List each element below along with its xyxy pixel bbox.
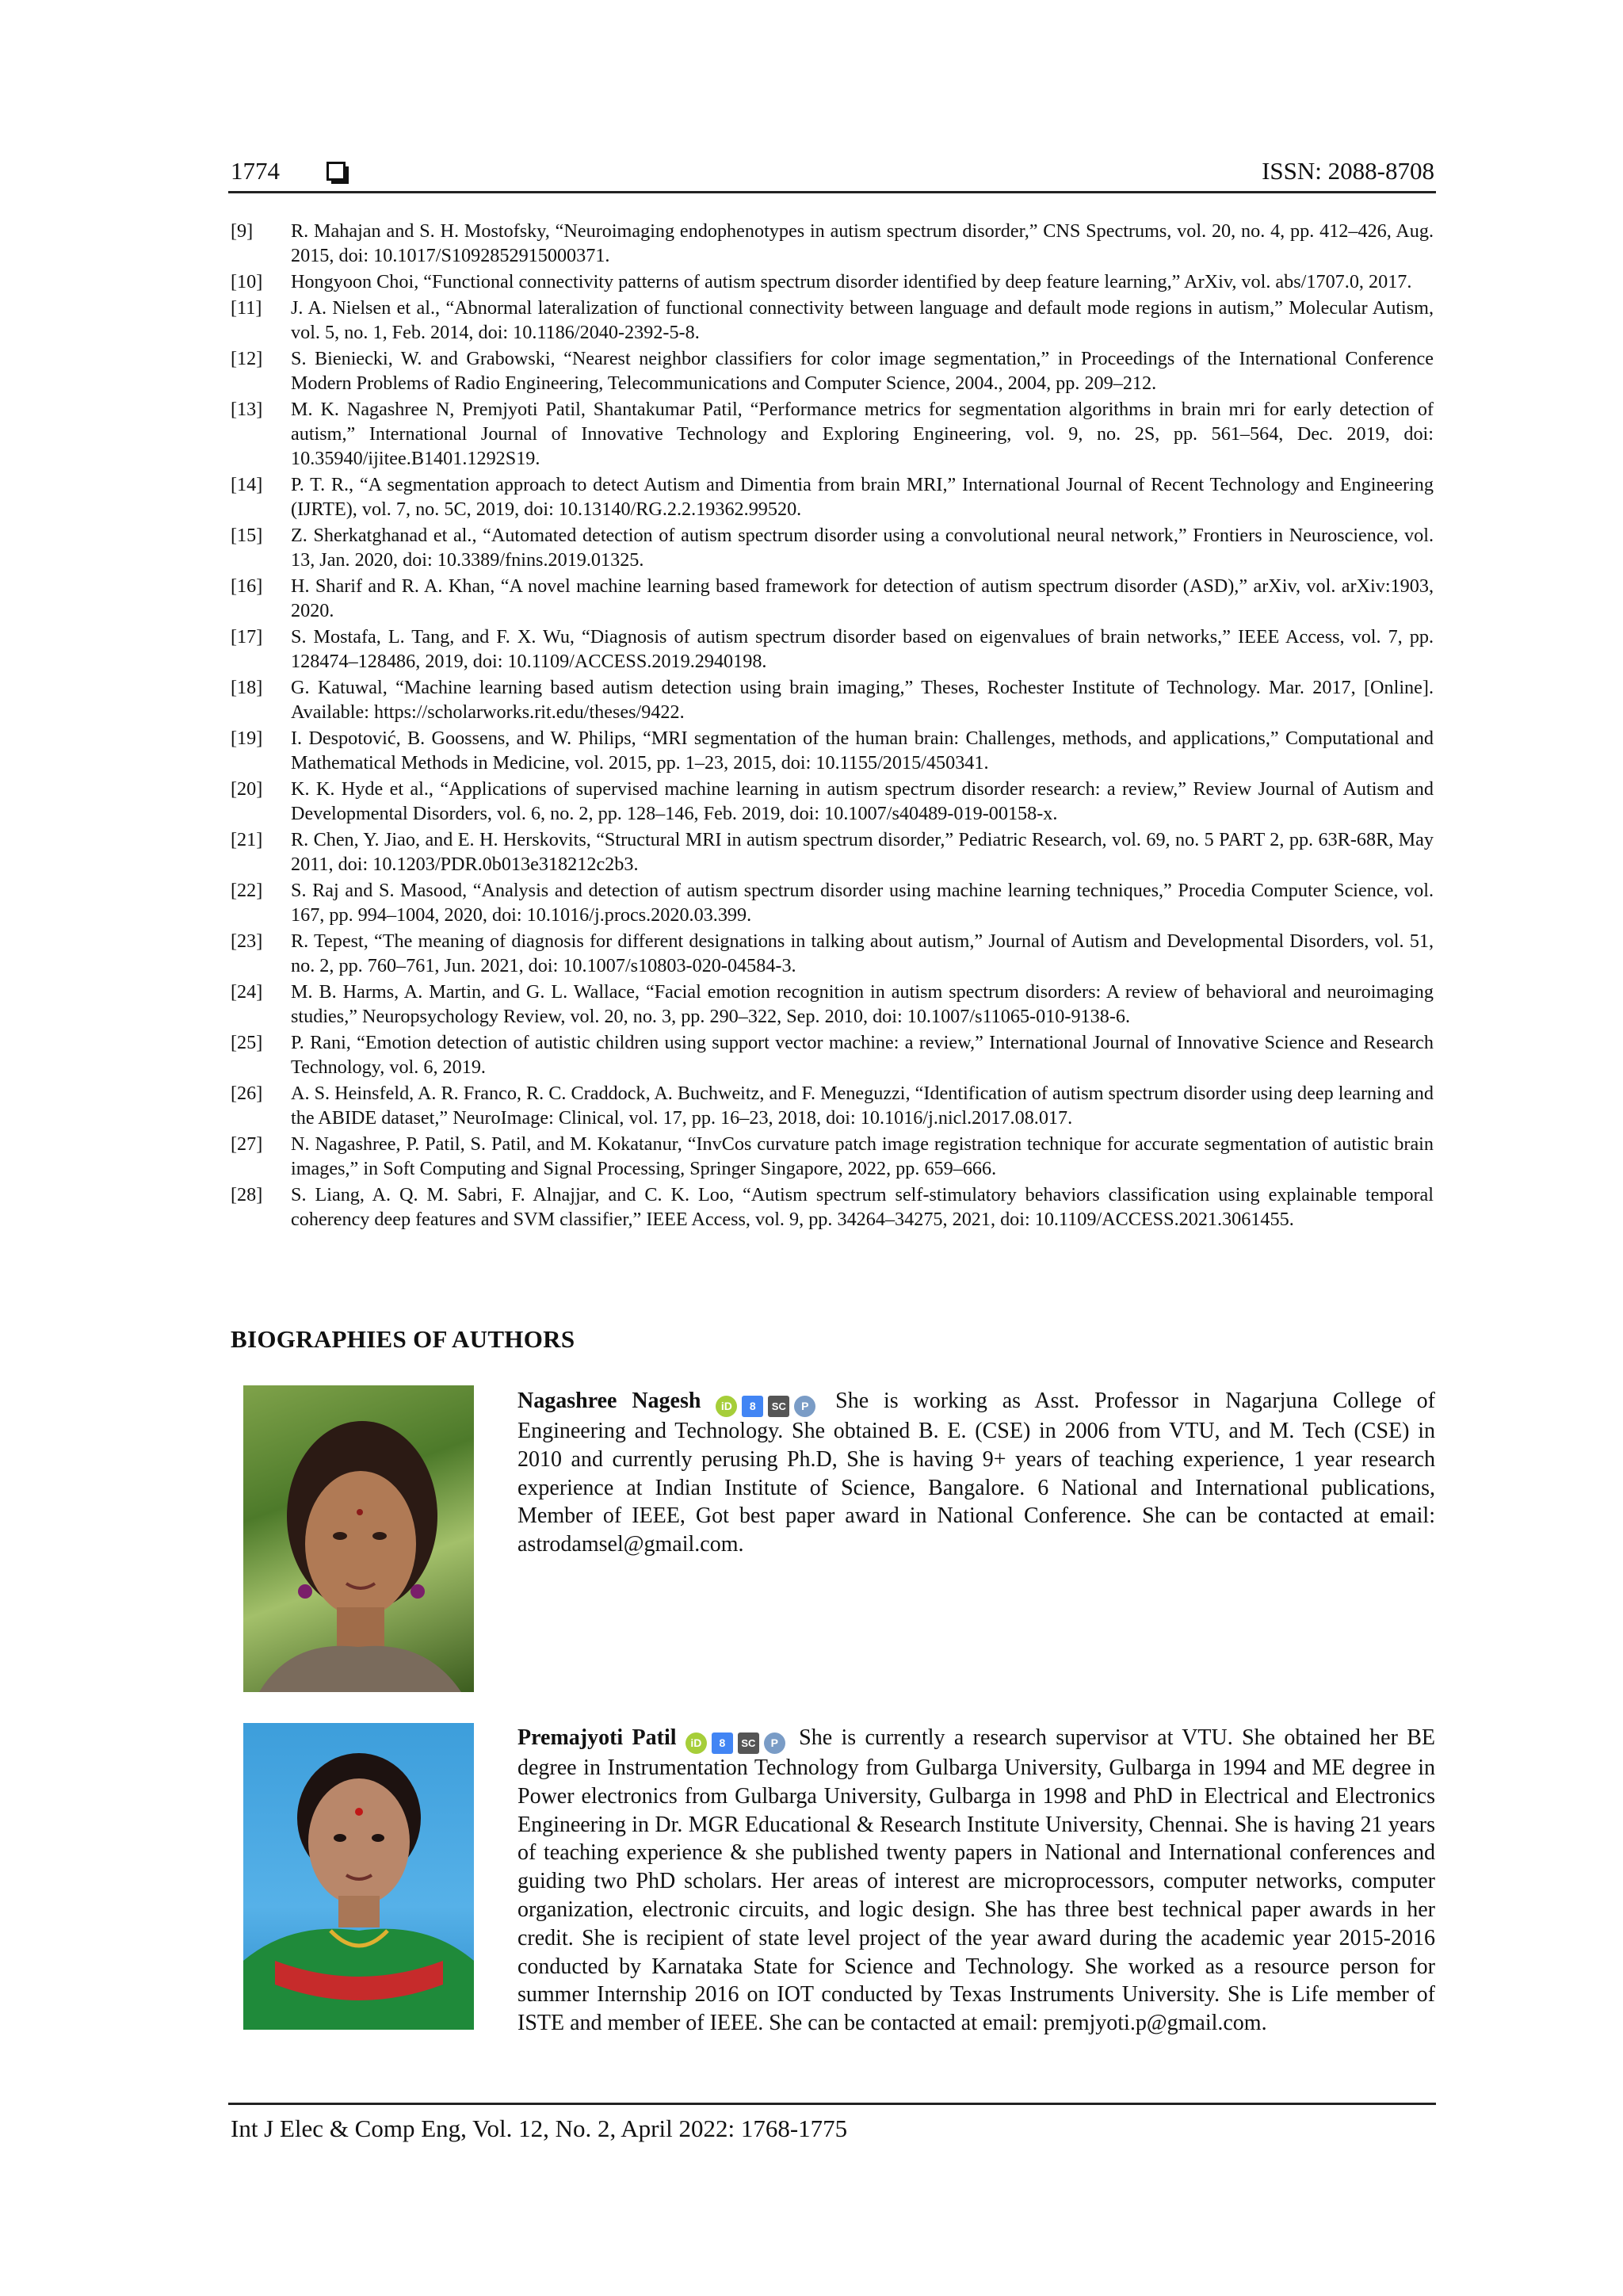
reference-number: [19]: [231, 728, 263, 749]
reference-item: [231, 1081, 1434, 1131]
reference-number: [11]: [231, 296, 262, 319]
reference-item: [231, 675, 1434, 725]
reference-item: [231, 980, 1434, 1030]
reference-number: [28]: [231, 1184, 263, 1205]
author-photo-illustration: [243, 1385, 474, 1692]
header-rule: [228, 191, 1436, 193]
orcid-icon[interactable]: iD: [716, 1396, 737, 1417]
reference-item: [231, 346, 1434, 396]
reference-number: [26]: [231, 1083, 263, 1104]
footer-rule: [228, 2103, 1436, 2105]
reference-text: I. Despotović, B. Goossens, and W. Philips, “MRI segmentation of the human brain: Challenges, methods, and applications,” Computational and Mathematical Methods in Medicine, vol. 2015, pp. 1–23, 2015, doi: 10.1155/2015/450341.: [291, 728, 1434, 774]
reference-item: [231, 523, 1434, 573]
reference-number: [22]: [231, 880, 263, 901]
square-symbol-icon: [327, 162, 346, 181]
reference-item: [231, 827, 1434, 877]
reference-text: S. Liang, A. Q. M. Sabri, F. Alnajjar, and C. K. Loo, “Autism spectrum self-stimulatory behaviors classification using explainable temporal coherency deep features and SVM classifier,” IEEE Access, vol. 9, pp. 34264–34275, 2021, doi: 10.1109/ACCESS.2021.3061455.: [291, 1184, 1434, 1231]
reference-item: [231, 878, 1434, 928]
reference-text: R. Tepest, “The meaning of diagnosis for different designations in talking about autism,” Journal of Autism and Developmental Disorders, vol. 51, no. 2, pp. 760–761, Jun. 2021, doi: 10.1007/s10803-020-04584-3.: [291, 930, 1434, 977]
page-number: 1774: [231, 157, 280, 185]
reference-item: [231, 574, 1434, 624]
reference-item: [231, 1030, 1434, 1080]
reference-text: P. T. R., “A segmentation approach to detect Autism and Dimentia from brain MRI,” International Journal of Recent Technology and Engineering (IJRTE), vol. 7, no. 5C, 2019, doi: 10.13140/RG.2.2.19362.99520.: [291, 474, 1434, 521]
author-bio-text: She is currently a research supervisor at VTU. She obtained her BE degree in Instrumentation Technology from Gulbarga University, Gulbarga in 1994 and ME degree in Power electronics from Gulbarga University, Gulbarga in 1998 and PhD in Electrical and Electronics Engineering in Dr. MGR Educational & Research Institute University, Chennai. She is having 21 years of teaching experience & she published twenty papers in National and International conferences and guiding two PhD scholars. Her areas of interest are microprocessors, computer networks, computer organization, electronic circuits, and logic design. She has three best technical paper awards in her credit. She is recipient of state level project of the year award during the academic year 2015-2016 conducted by Karnataka State for Science and Technology. She worked as a resource person for summer Internship 2016 on IOT conducted by Texas Instruments University. She is Life member of ISTE and member of IEEE. She can be contacted at email: premjyoti.p@gmail.com.: [517, 1725, 1435, 2036]
author-bio: [517, 1387, 1435, 1559]
reference-number: [27]: [231, 1133, 263, 1155]
google-scholar-icon[interactable]: 8: [742, 1396, 763, 1417]
journal-citation: Int J Elec & Comp Eng, Vol. 12, No. 2, April 2022: 1768-1775: [231, 2115, 848, 2142]
reference-number: [21]: [231, 829, 263, 850]
section-title: BIOGRAPHIES OF AUTHORS: [231, 1325, 575, 1353]
reference-text: R. Chen, Y. Jiao, and E. H. Herskovits, “Structural MRI in autism spectrum disorder,” Pediatric Research, vol. 69, no. 5 PART 2, pp. 63R-68R, May 2011, doi: 10.1203/PDR.0b013e318212c2b3.: [291, 829, 1434, 876]
reference-text: K. K. Hyde et al., “Applications of supervised machine learning in autism spectrum disorder research: a review,” Review Journal of Autism and Developmental Disorders, vol. 6, no. 2, pp. 128–146, Feb. 2019, doi: 10.1007/s40489-019-00158-x.: [291, 778, 1434, 825]
reference-number: [17]: [231, 626, 263, 648]
reference-number: [9]: [231, 220, 254, 242]
publons-icon[interactable]: P: [764, 1733, 785, 1754]
reference-item: [231, 726, 1434, 776]
reference-text: H. Sharif and R. A. Khan, “A novel machine learning based framework for detection of autism spectrum disorder (ASD),” arXiv, vol. arXiv:1903, 2020.: [291, 575, 1434, 622]
reference-number: [20]: [231, 778, 263, 800]
scopus-icon[interactable]: SC: [738, 1733, 759, 1754]
issn: ISSN: 2088-8708: [1262, 157, 1434, 185]
reference-number: [13]: [231, 398, 263, 420]
reference-text: A. S. Heinsfeld, A. R. Franco, R. C. Craddock, A. Buchweitz, and F. Meneguzzi, “Identification of autism spectrum disorder using deep learning and the ABIDE dataset,” NeuroImage: Clinical, vol. 17, pp. 16–23, 2018, doi: 10.1016/j.nicl.2017.08.017.: [291, 1083, 1434, 1129]
reference-text: Hongyoon Choi, “Functional connectivity patterns of autism spectrum disorder identified by deep feature learning,” ArXiv, vol. abs/1707.0, 2017.: [291, 271, 1412, 292]
author-photo: [243, 1723, 474, 2030]
reference-item: [231, 1132, 1434, 1182]
reference-item: [231, 397, 1434, 472]
reference-text: P. Rani, “Emotion detection of autistic children using support vector machine: a review,” International Journal of Innovative Science and Research Technology, vol. 6, 2019.: [291, 1032, 1434, 1079]
author-photo-illustration: [243, 1723, 474, 2030]
reference-number: [23]: [231, 930, 263, 952]
reference-number: [25]: [231, 1032, 263, 1053]
google-scholar-icon[interactable]: 8: [712, 1733, 733, 1754]
reference-item: [231, 472, 1434, 522]
reference-text: N. Nagashree, P. Patil, S. Patil, and M. Kokatanur, “InvCos curvature patch image registration technique for accurate segmentation of autistic brain images,” in Soft Computing and Signal Processing, Springer Singapore, 2022, pp. 659–666.: [291, 1133, 1434, 1180]
author-name: Premajyoti Patil: [517, 1725, 677, 1750]
reference-text: J. A. Nielsen et al., “Abnormal lateralization of functional connectivity between language and default mode regions in autism,” Molecular Autism, vol. 5, no. 1, Feb. 2014, doi: 10.1186/2040-2392-5-8.: [291, 296, 1434, 343]
reference-text: M. K. Nagashree N, Premjyoti Patil, Shantakumar Patil, “Performance metrics for segmentation algorithms in brain mri for early detection of autism,” International Journal of Innovative Technology and Exploring Engineering, vol. 9, no. 2S, pp. 561–564, Dec. 2019, doi: 10.35940/ijitee.B1401.1292S19.: [291, 398, 1434, 470]
reference-item: [231, 929, 1434, 979]
reference-item: [231, 777, 1434, 827]
publons-icon[interactable]: P: [794, 1396, 815, 1417]
reference-number: [24]: [231, 981, 263, 1003]
reference-number: [14]: [231, 474, 263, 495]
reference-number: [15]: [231, 525, 263, 546]
author-bio-text: She is working as Asst. Professor in Nagarjuna College of Engineering and Technology. She obtained B. E. (CSE) in 2006 from VTU, and M. Tech (CSE) in 2010 and currently perusing Ph.D, She is having 9+ years of teaching experience, 1 year research experience at Indian Institute of Science, Bangalore. 6 National and International publications, Member of IEEE, Got best paper award in National Conference. She can be contacted at email: astrodamsel@gmail.com.: [517, 1389, 1436, 1557]
author-name: Nagashree Nagesh: [517, 1389, 701, 1413]
reference-number: [18]: [231, 677, 263, 698]
reference-item: [231, 625, 1434, 674]
reference-text: Z. Sherkatghanad et al., “Automated detection of autism spectrum disorder using a convolutional neural network,” Frontiers in Neuroscience, vol. 13, Jan. 2020, doi: 10.3389/fnins.2019.01325.: [291, 525, 1434, 571]
reference-text: S. Raj and S. Masood, “Analysis and detection of autism spectrum disorder using machine learning techniques,” Procedia Computer Science, vol. 167, pp. 994–1004, 2020, doi: 10.1016/j.procs.2020.03.399.: [291, 880, 1434, 926]
reference-text: M. B. Harms, A. Martin, and G. L. Wallace, “Facial emotion recognition in autism spectrum disorders: A review of behavioral and neuroimaging studies,” Neuropsychology Review, vol. 20, no. 3, pp. 290–322, Sep. 2010, doi: 10.1007/s11065-010-9138-6.: [291, 981, 1434, 1028]
scopus-icon[interactable]: SC: [768, 1396, 789, 1417]
reference-number: [10]: [231, 271, 263, 292]
reference-number: [12]: [231, 347, 263, 369]
reference-text: G. Katuwal, “Machine learning based autism detection using brain imaging,” Theses, Rochester Institute of Technology. Mar. 2017, [Online]. Available: https://scholarworks.rit.edu/theses/9422.: [291, 677, 1434, 724]
author-photo: [243, 1385, 474, 1692]
orcid-icon[interactable]: iD: [685, 1733, 707, 1754]
reference-text: S. Mostafa, L. Tang, and F. X. Wu, “Diagnosis of autism spectrum disorder based on eigenvalues of brain networks,” IEEE Access, vol. 7, pp. 128474–128486, 2019, doi: 10.1109/ACCESS.2019.2940198.: [291, 626, 1434, 673]
reference-item: [231, 269, 1434, 294]
author-bio: [517, 1724, 1435, 2038]
reference-list: [231, 219, 1434, 1233]
reference-number: [16]: [231, 575, 263, 597]
reference-text: S. Bieniecki, W. and Grabowski, “Nearest neighbor classifiers for color image segmentation,” in Proceedings of the International Conference Modern Problems of Radio Engineering, Telecommunications and Computer Science, 2004., 2004, pp. 209–212.: [291, 347, 1434, 394]
reference-item: [231, 296, 1434, 346]
reference-item: [231, 1182, 1434, 1232]
reference-text: R. Mahajan and S. H. Mostofsky, “Neuroimaging endophenotypes in autism spectrum disorder,” CNS Spectrums, vol. 20, no. 4, pp. 412–426, Aug. 2015, doi: 10.1017/S1092852915000371.: [291, 220, 1434, 267]
reference-item: [231, 219, 1434, 269]
